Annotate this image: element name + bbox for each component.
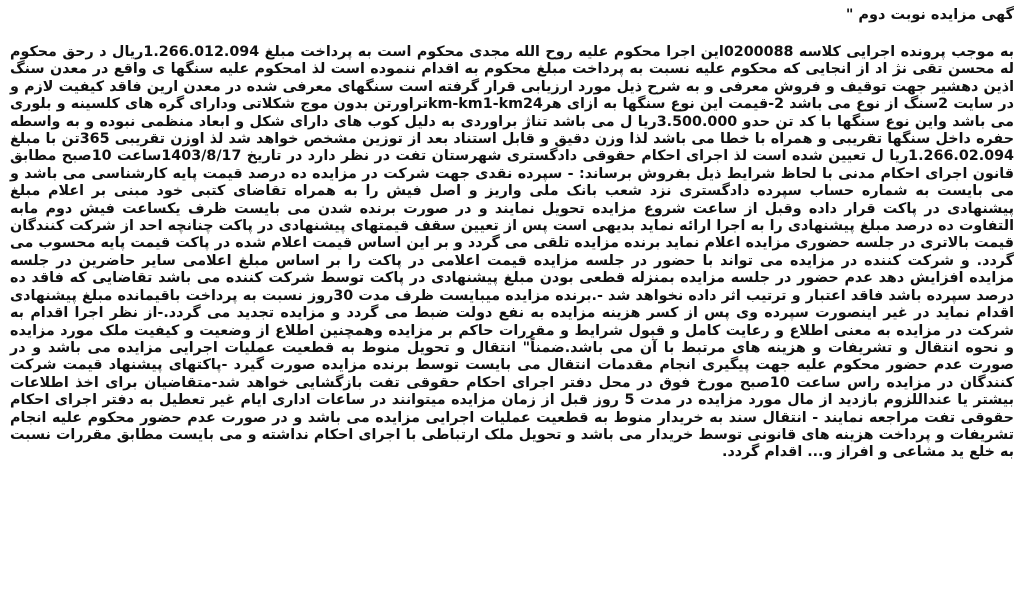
- notice-title: گهی مزایده نوبت دوم ": [845, 7, 1014, 23]
- notice-body: به موجب پرونده اجرایی کلاسه 0200088این اجرا محکوم علیه روح الله مجدی محکوم است به پرداخت مبلغ 1.266.012.094ریال د رحق محکوم له محسن تقی نژ اد از انجایی که محکوم علیه نسبت به پرداخت مبلغ محکوم به اقدام ننموده است لذ امحکوم علیه سنگها ی واقع در معدن سنگ اذین دهشیر جهت توقیف و فروش معرفی و به شرح ذیل مورد ارزیابی قرار گرفته است سنگهای معرفی شده در معدن ارین فاقد کیفیت لازم و در سایت 2سنگ از نوع می باشد 2-قیمت این نوع سنگها به ازای هرkm-km1-km24تراورتن بدون موج شکلاتی ودارای گره های کلسینه و بلوری می باشد واین نوع سنگها با کد تن حدو 3.500.000ریا ل می باشد تناژ براوردی به دلیل کوب های دارای شکل و ابعاد منظمی نبوده و به واسطه حفره داخل سنگها تقریبی و همراه با خطا می باشد لذا وزن دقیق و قابل استناد بعد از توزین مشخص خواهد شد لذ اوزن تقریبی 365تن با مبلغ 1.266.02.094ریا ل تعیین شده است لذ اجرای احکام حقوقی دادگستری شهرستان تفت در نظر دارد در تاریخ 1403/8/17ساعت 10صبح مطابق قانون اجرای احکام مدنی با لحاظ شرایط ذیل بفروش برساند: - سپرده نقدی جهت شرکت در مزایده ده درصد قیمت پایه کارشناسی می باشد و می بایست به شماره حساب سپرده دادگستری نزد شعب بانک ملی واریز و اصل فیش را به همراه تقاضای کتبی خود مبنی بر اعلام مبلغ پیشنهادی در پاکت قرار داده وقبل از ساعت شروع مزایده تحویل نمایند و در صورت برنده شدن می بایست ظرف یکساعت فیش دوم مابه التفاوت ده درصد مبلغ پیشنهادی را به اجرا ارائه نماید بدیهی است پس از تعیین سقف قیمتهای پیشنهادی در پاکت چنانچه احد از شرکت کنندگان قیمت بالاتری در جلسه حضوری مزایده اعلام نماید برنده مزایده تلقی می گردد و بر این اساس قیمت اعلام شده در پاکت قیمت پایه محسوب می گردد. و شرکت کننده در مزایده می تواند با حضور در جلسه مزایده قیمت اعلامی در پاکت را بر اساس مبلغ اعلامی سایر حاضرین در جلسه مزایده افزایش دهد عدم حضور در جلسه مزایده بمنزله قطعی بودن مبلغ پیشنهادی در پاکت توسط شرکت کننده می باشد تقاضایی که فاقد ده درصد سپرده باشد فاقد اعتبار و ترتیب اثر داده نخواهد شد -.برنده مزایده میبایست ظرف مدت 30روز نسبت به پرداخت باقیمانده مبلغ پیشنهادی اقدام نماید در غیر اینصورت سپرده وی پس از کسر هزینه مزایده به نفع دولت ضبط می گردد و مزایده تجدید می گردد.-از نظر اجرا اقدام به شرکت در مزایده به معنی اطلاع و رعایت کامل و قبول شرایط و مقررات حاکم بر مزایده وهمچنین اطلاع از وضعیت و کیفیت ملک مورد مزایده و نحوه انتقال و تشریفات و هزینه های مرتبط با آن می باشد.ضمناً" انتقال و تحویل منوط به قطعیت عملیات اجرایی مزایده می باشد و در صورت عدم حضور محکوم علیه جهت پیگیری انجام مقدمات انتقال می بایست توسط برنده مزایده صورت گیرد -پاکتهای پیشنهاد قیمت شرکت کنندگان در مزایده راس ساعت 10صبح مورخ فوق در محل دفتر اجرای احکام حقوقی تفت بازگشایی خواهد شد-متقاضیان برای اخذ اطلاعات بیشتر یا عنداللزوم بازدید از مال مورد مزایده در مدت 5 روز قبل از زمان مزایده میتوانند در ساعات اداری ایام غیر تعطیل به دفتر اجرای احکام حقوقی تفت مراجعه نمایند - انتقال سند به خریدار منوط به قطعیت عملیات اجرایی مزایده می باشد و در صورت عدم حضور محکوم علیه انجام تشریفات و پرداخت هزینه های قانونی توسط خریدار می باشد و تحویل ملک ارتباطی با اجرای احکام نداشته و می بایست مطابق مقررات نسبت به خلع ید مشاعی و افراز و... اقدام گردد.: [10, 44, 1015, 461]
